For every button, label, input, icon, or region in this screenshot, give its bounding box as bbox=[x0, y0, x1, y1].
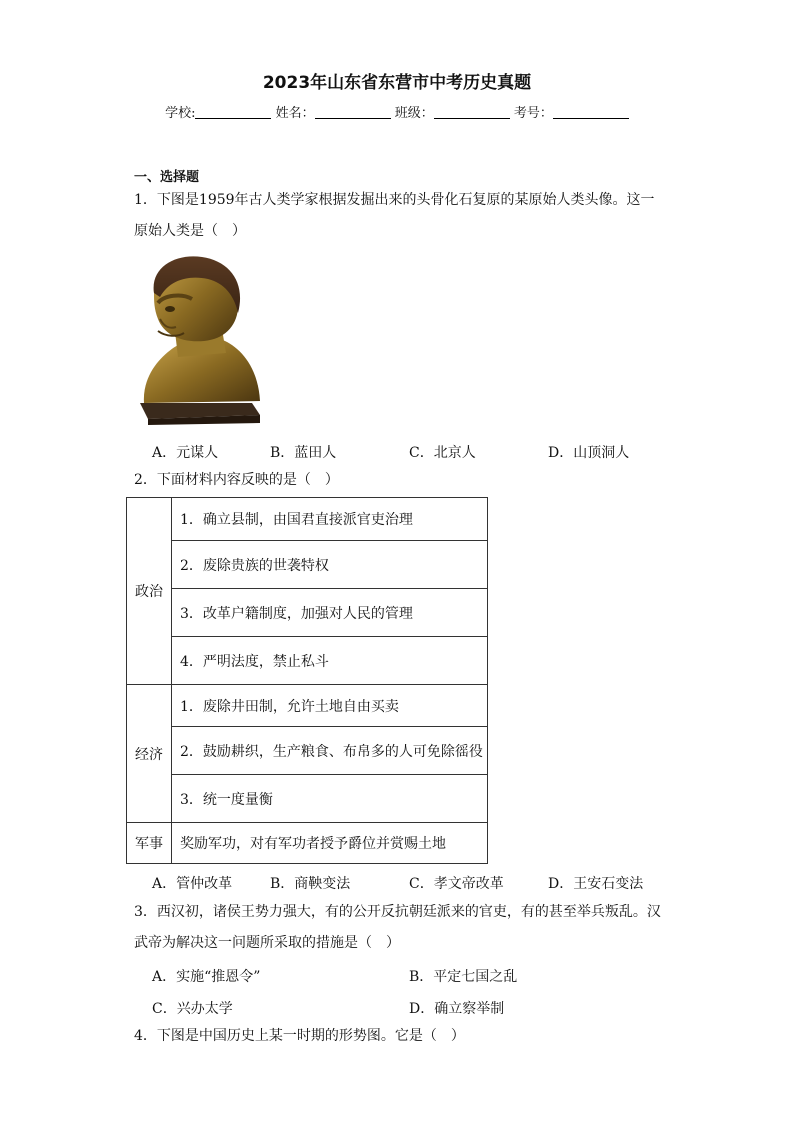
politics-item-3: 3．改革户籍制度，加强对人民的管理 bbox=[172, 589, 488, 637]
economy-item-2: 2．鼓励耕织，生产粮食、布帛多的人可免除徭役 bbox=[172, 727, 488, 775]
q3-option-b[interactable]: B．平定七国之乱 bbox=[409, 969, 518, 985]
exam-number-label: 考号： bbox=[513, 106, 553, 121]
category-politics: 政治 bbox=[127, 498, 172, 685]
question-2-options bbox=[152, 873, 672, 897]
category-military: 军事 bbox=[127, 823, 172, 864]
question-1-options bbox=[152, 442, 672, 466]
economy-item-3: 3．统一度量衡 bbox=[172, 775, 488, 823]
material-table bbox=[126, 497, 488, 864]
school-blank[interactable] bbox=[195, 104, 271, 119]
military-item-1: 奖励军功，对有军功者授予爵位并赏赐土地 bbox=[172, 823, 488, 864]
q1-option-c[interactable]: C．北京人 bbox=[409, 445, 476, 461]
hominid-bust-image bbox=[134, 253, 268, 425]
q3-option-d[interactable]: D．确立察举制 bbox=[409, 1001, 505, 1017]
name-label: 姓名： bbox=[275, 106, 315, 121]
question-4-text: 4．下图是中国历史上某一时期的形势图。它是（ ） bbox=[134, 1028, 465, 1044]
question-3-text: 3．西汉初，诸侯王势力强大，有的公开反抗朝廷派来的官吏，有的甚至举兵叛乱。汉武帝为解决这一问题所采取的措施是（ ） bbox=[134, 904, 661, 951]
q2-option-c[interactable]: C．孝文帝改革 bbox=[409, 876, 504, 892]
politics-item-1: 1．确立县制，由国君直接派官吏治理 bbox=[172, 498, 488, 541]
question-1-text: 1．下图是1959年古人类学家根据发掘出来的头骨化石复原的某原始人类头像。这一原始人类是（ ） bbox=[134, 192, 655, 239]
q3-option-a[interactable]: A．实施“推恩令” bbox=[152, 969, 261, 985]
q2-option-a[interactable]: A．管仲改革 bbox=[152, 876, 233, 892]
politics-item-2: 2．废除贵族的世袭特权 bbox=[172, 541, 488, 589]
politics-item-4: 4．严明法度，禁止私斗 bbox=[172, 637, 488, 685]
class-label: 班级： bbox=[394, 106, 434, 121]
q1-option-b[interactable]: B．蓝田人 bbox=[270, 445, 337, 461]
page-title: 2023年山东省东营市中考历史真题 bbox=[262, 73, 532, 93]
question-3-options-row-2 bbox=[152, 998, 672, 1022]
class-blank[interactable] bbox=[434, 104, 510, 119]
category-economy: 经济 bbox=[127, 685, 172, 823]
school-label: 学校: bbox=[165, 106, 196, 121]
section-heading: 一、选择题 bbox=[134, 170, 200, 185]
exam-number-blank[interactable] bbox=[553, 104, 629, 119]
q2-option-b[interactable]: B．商鞅变法 bbox=[270, 876, 351, 892]
student-info-line bbox=[0, 102, 794, 121]
q1-option-d[interactable]: D．山顶洞人 bbox=[548, 445, 630, 461]
q3-option-c[interactable]: C．兴办太学 bbox=[152, 1001, 233, 1017]
name-blank[interactable] bbox=[315, 104, 391, 119]
q2-option-d[interactable]: D．王安石变法 bbox=[548, 876, 644, 892]
question-2-text: 2．下面材料内容反映的是（ ） bbox=[134, 472, 339, 488]
question-3-options-row-1 bbox=[152, 966, 672, 990]
q1-option-a[interactable]: A．元谋人 bbox=[152, 445, 219, 461]
economy-item-1: 1．废除井田制，允许土地自由买卖 bbox=[172, 685, 488, 727]
